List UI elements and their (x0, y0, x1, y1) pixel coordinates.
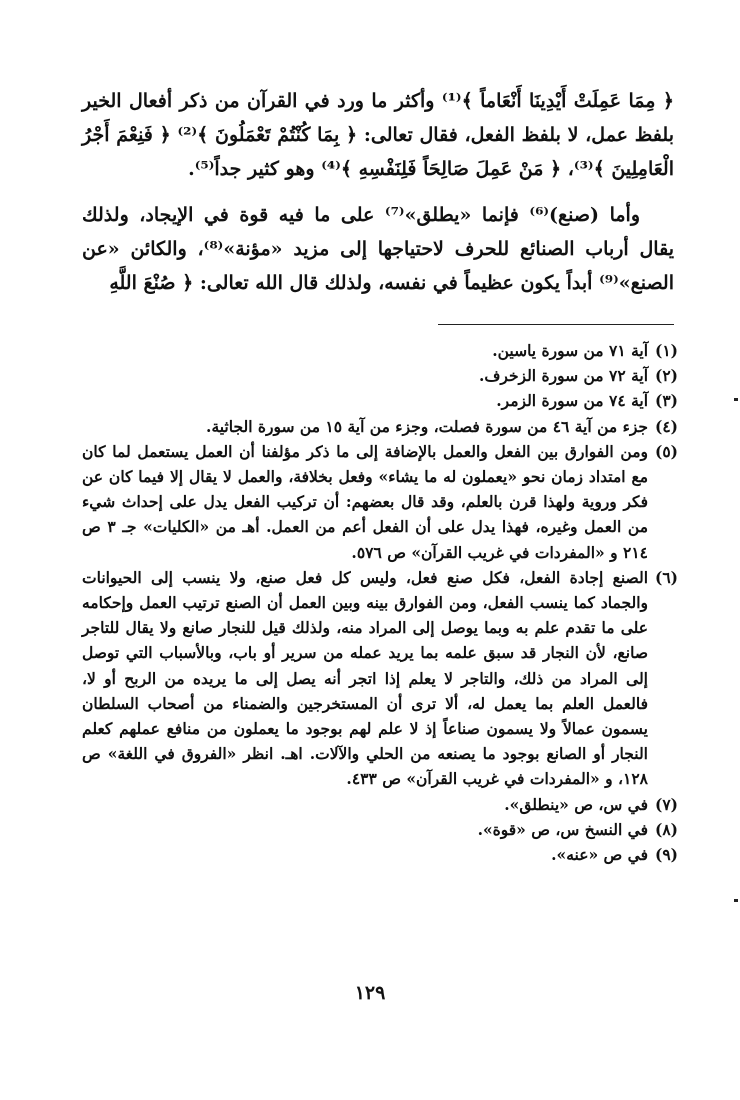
footnote-9 (82, 842, 678, 867)
footnote-text: آية ٧٢ من سورة الزخرف. (478, 366, 648, 386)
footnote-text: آية ٧١ من سورة ياسين. (492, 341, 648, 360)
main-text (82, 84, 674, 300)
footnote-separator (438, 324, 674, 325)
footnote-number: (٤) (654, 416, 678, 436)
main-paragraph-2: وأما (صنع)⁽⁶⁾ فإنما «يطلق»⁽⁷⁾ على ما فيه قوة في الإيجاد، ولذلك يقال أرباب الصنائع للحرف لاحتياجها إلى مزيد «مؤنة»⁽⁸⁾، والكائن «عن الصنع»⁽⁹⁾ أبداً يكون عظيماً في نفسه، ولذلك قال الله تعالى: ﴿ صُنْعَ اللَّهِ (82, 204, 674, 294)
footnote-number: (٢) (654, 366, 678, 386)
footnote-6 (82, 565, 678, 792)
main-paragraph-1: ﴿ مِمَا عَمِلَتْ أَيْدِينَا أَنْعَاماً ﴾⁽¹⁾ وأكثر ما ورد في القرآن من ذكر أفعال الخير بلفظ عمل، لا بلفظ الفعل، فقال تعالى: ﴿ بِمَا كُنْتُمْ تَعْمَلُونَ ﴾⁽²⁾ ﴿ فَنِعْمَ أَجْرُ الْعَامِلِينَ ﴾⁽³⁾، ﴿ مَنْ عَمِلَ صَالِحَاً فَلِنَفْسِهِ ﴾⁽⁴⁾ وهو كثير جداً⁽⁵⁾. (82, 90, 674, 180)
footnote-2 (82, 363, 678, 388)
footnote-text: ومن الفوارق بين الفعل والعمل بالإضافة إلى ما ذكر مؤلفنا أن العمل يستعمل لما كان مع امتداد زمان نحو «يعملون له ما يشاء» وفعل بخلافة، والعمل لا يقال إلا فيما كان عن فكر وروية ولهذا قرن بالعلم، وقد قال بعضهم: أن تركيب الفعل يدل على إحداث شيء من العمل وغيره، فهذا يدل على أن الفعل أعم من العمل. أهـ من «الكليات» جـ ٣ ص ٢١٤ و «المفردات في غريب القرآن» ص ٥٧٦. (82, 441, 649, 562)
margin-mark (734, 398, 738, 401)
footnote-number: (٦) (654, 567, 678, 587)
footnote-text: جزء من آية ٤٦ من سورة فصلت، وجزء من آية ١٥ من سورة الجاثية. (206, 416, 648, 436)
footnote-number: (١) (654, 341, 678, 360)
footnote-1 (82, 338, 678, 363)
footnotes (82, 338, 678, 867)
page-number: ١٢٩ (354, 982, 386, 1004)
footnote-8 (82, 817, 678, 842)
footnote-number: (٥) (654, 441, 678, 461)
footnote-text: الصنع إجادة الفعل، فكل صنع فعل، وليس كل فعل صنع، ولا ينسب إلى الحيوانات والجماد كما ينسب الفعل، ومن الفوارق بينه وبين العمل أن الصنع ترتيب العمل وإحكامه على ما تقدم علم به وبما يوصل إلى المراد منه، ولذلك قيل للنجار صانع ولا يقال للتاجر صانع، لأن النجار قد سبق علمه بما يريد عمله من سرير أو باب، وبالأسباب التي توصل إلى المراد من ذلك، والتاجر لا يعلم إذا اتجر أنه يصل إلى ما يريده من الربح أو لا، فالعمل العلم بما يعمل له، ألا ترى أن المستخرجين والضمناء من أصحاب السلطان يسمون عمالاً ولا يسمون صناعاً إذ لا علم لهم بوجود ما يعملون من منافع عملهم كعلم النجار أو الصانع بوجود ما يصنعه من الحلي والآلات. اهـ. انظر «الفروق في اللغة» ص ١٢٨، و «المفردات في غريب القرآن» ص ٤٣٣. (82, 567, 648, 789)
footnote-number: (٧) (654, 794, 678, 814)
footnote-number: (٩) (654, 845, 678, 865)
footnote-number: (٨) (654, 819, 678, 839)
footnote-7 (82, 792, 678, 817)
footnote-4 (82, 414, 678, 439)
footnote-text: في النسخ س، ص «قوة». (477, 819, 648, 839)
footnote-text: في س، ص «ينطلق». (504, 794, 648, 814)
footnote-3 (82, 388, 678, 413)
margin-mark (734, 899, 738, 902)
footnote-5 (82, 439, 678, 565)
footnote-text: في ص «عنه». (551, 845, 648, 865)
footnote-text: آية ٧٤ من سورة الزمر. (496, 391, 648, 411)
footnote-number: (٣) (654, 391, 678, 411)
